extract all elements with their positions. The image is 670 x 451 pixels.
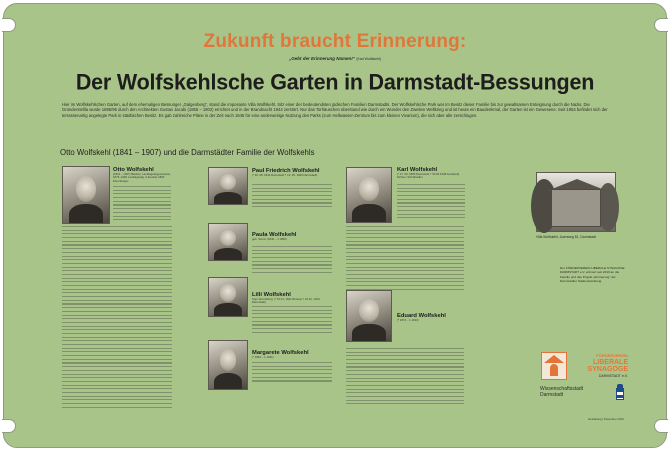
logo-line-2: LIBERALE [593, 359, 628, 366]
intro-paragraph: Hier im Wolfskehlschen Garten, auf dem ehemaligen Bessunger „Galgenberg“, stand die imposante Villa Wolfskehl. Sitz einer der bedeutendsten jüdischen Familien Darmstadts. Der Wolfskehlsche Park war im Besitz dieser Familie bis zur gewaltsamen Enteignung durch die Nazis. Die Gründerstellla wurde 1895/96 durch den Architekten Gustav Jacobi (1855 – 1902) errichtet und in der Brandnacht 1944 zerstört. Nur das Torhäuschen überstand wie durch ein Wunder den Zweiten Weltkrieg und ist heute ein Baudenkmal, der Garten ist ein Gewesene. Seit 1954 befindet sich der terrassenartig angelegte Park in städtischen Besitz. Es gab zahlreiche Pläne in der Zeit nach 1945 für eine anderweitige Nutzung des Parks (zum Hellwasser-Zentrum bis zum kleinen Vivarium), die sich aber alle zerschlugen. [62, 102, 608, 118]
portrait-eduard [346, 290, 392, 342]
person-dates: (* 17. 09. 1869 Darmstadt † 30.06.1948 Auckland) Dichter, Schriftsteller [397, 172, 460, 180]
frame-notch [654, 18, 668, 32]
header-title: Zukunft braucht Erinnerung: [203, 31, 467, 52]
portrait-paula [208, 223, 248, 261]
person-name: Paula Wolfskehl [252, 232, 297, 238]
otto-bio-text-1 [113, 186, 171, 223]
person-name: Otto Wolfskehl [113, 167, 154, 173]
person-paul [252, 168, 332, 177]
person-dates: (* 30. 08. 1842 Darmstadt † 13. 09. 1906 Darmstadt) [252, 173, 318, 177]
synagogue-logo-icon [541, 352, 567, 380]
logo-line-4: DARMSTADT e.V. [598, 374, 628, 378]
logo-line-3: SYNAGOGE [587, 366, 628, 373]
karl-bio-text-2 [346, 226, 464, 292]
villa-caption: Villa Wolfskehl, Auenweg 81, Darmstadt [536, 235, 596, 239]
person-dates: (* 1864 – 1 1941) [252, 355, 274, 359]
person-lilli [252, 292, 332, 305]
frame-notch [2, 419, 16, 433]
header-quote [0, 56, 670, 61]
paula-bio-text [252, 246, 332, 276]
lilli-bio-text [252, 306, 332, 336]
quote-text: „Gebt der Erinnerung Namen!“ [289, 56, 356, 61]
person-karl [397, 167, 465, 180]
frame-notch [654, 419, 668, 433]
portrait-margarete [208, 340, 248, 390]
person-name: Margarete Wolfskehl [252, 350, 309, 356]
lighthouse-icon [616, 384, 624, 400]
person-dates: geb. Simon (1846 – 1 1869) [252, 237, 287, 241]
logo-line-1: FÖRDERVEREIN [596, 353, 628, 358]
portrait-otto [62, 166, 110, 224]
person-name: Eduard Wolfskehl [397, 313, 446, 319]
villa-photo [536, 172, 616, 232]
person-name: Karl Wolfskehl [397, 167, 438, 173]
city-logo-text [540, 386, 583, 398]
portrait-lilli [208, 277, 248, 317]
portrait-paul [208, 167, 248, 205]
eduard-bio-text [346, 348, 464, 407]
otto-bio-text-2 [62, 226, 172, 410]
paul-bio-text [252, 184, 332, 210]
person-dates: Sopr. Einzelbürg. (* 15.01. 1841 Brüssel † 18.10. 1919 Darmstadt) [252, 297, 320, 305]
association-note: Der FÖRDERVEREIN LIBERALE SYNAGOGE DARMSTADT e.V. erinnert seit 2019 an die Familie und das Projekt „Erinnerung“ der Darmstädter Stadtentwicklung. [560, 266, 625, 284]
person-otto [113, 167, 171, 183]
portrait-karl [346, 167, 392, 223]
association-logo-text [570, 352, 628, 380]
karl-bio-text-1 [397, 184, 465, 221]
main-title: Der Wolfskehlsche Garten in Darmstadt-Bessungen [75, 69, 595, 95]
city-logo-line-2: Darmstadt [540, 392, 564, 398]
person-dates: (* 1874 – 1 1943) [397, 318, 419, 322]
quote-author: (Karl Wolfskehl) [356, 57, 381, 61]
person-dates: (1841 – 1907) Bankier, Landtagsabgeordneter, 1879–1906 Landtagsabg. (Liberale) 1893 Ehrenbürger [113, 172, 171, 183]
person-paula [252, 232, 332, 241]
city-logo-line-1: Wissenschaftsstadt [540, 386, 584, 392]
frame-notch [2, 18, 16, 32]
person-margarete [252, 350, 332, 359]
section-title: Otto Wolfskehl (1841 – 1907) und die Darmstädter Familie der Wolfskehls [60, 148, 315, 157]
person-name: Paul Friedrich Wolfskehl [252, 168, 320, 174]
footer-credit: Gestaltung | November 2019 [588, 417, 624, 421]
person-eduard [397, 313, 465, 322]
person-name: Lilli Wolfskehl [252, 292, 291, 298]
margarete-bio-text [252, 362, 332, 384]
